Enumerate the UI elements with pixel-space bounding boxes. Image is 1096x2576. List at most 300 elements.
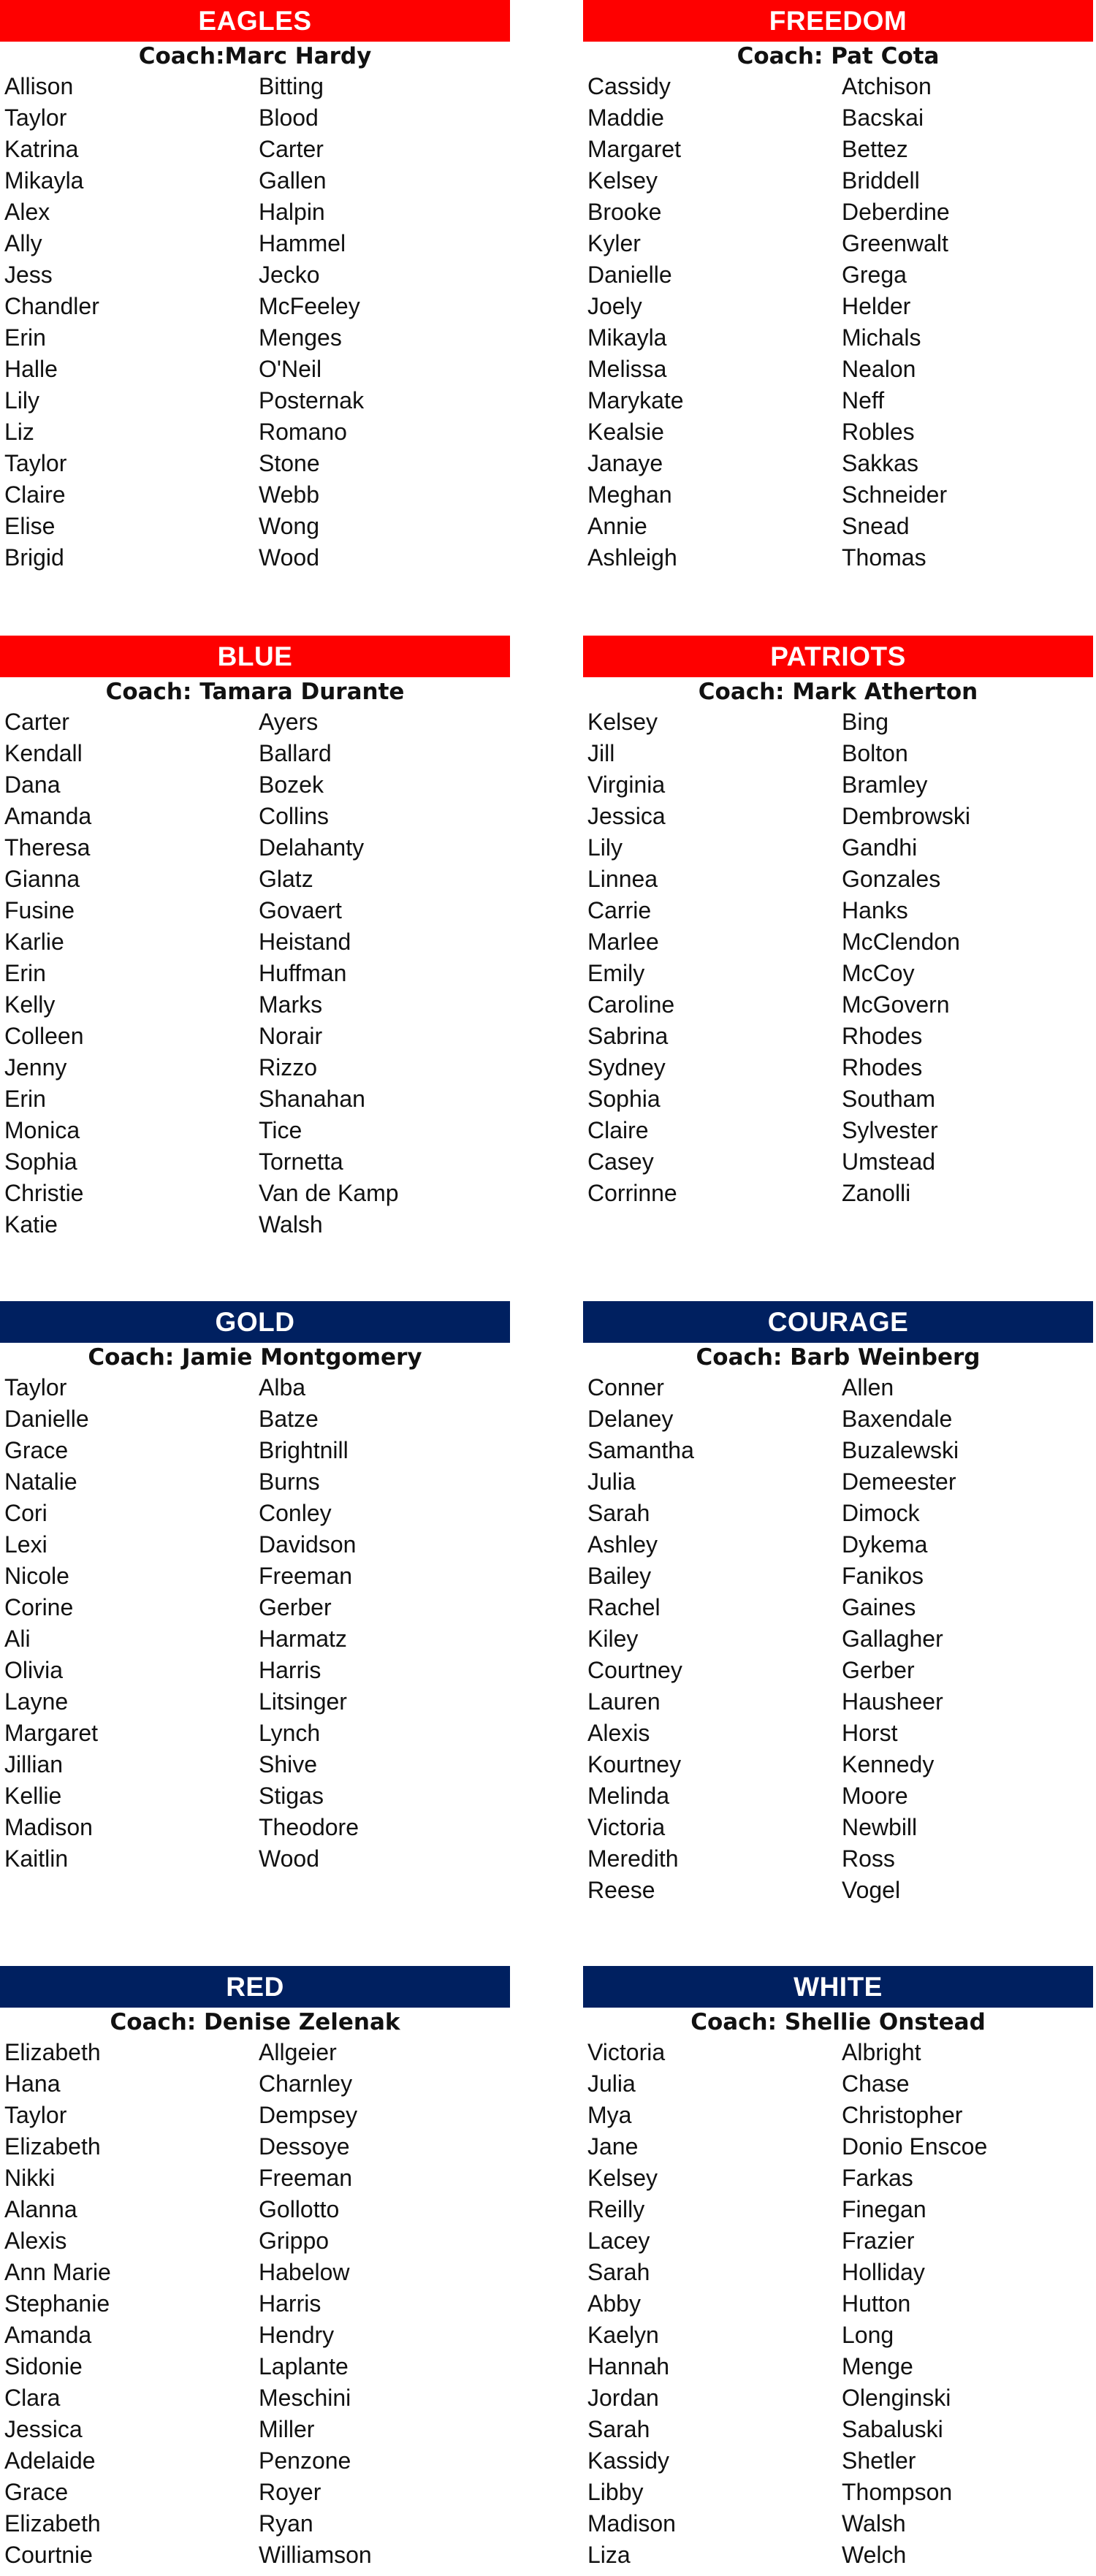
player-row xyxy=(583,1686,1093,1718)
player-first-name: Emily xyxy=(587,960,645,986)
player-row xyxy=(583,2288,1093,2320)
player-last-name: Posternak xyxy=(259,387,365,414)
player-row xyxy=(583,2445,1093,2477)
player-last-name: Bramley xyxy=(842,771,928,798)
player-last-name: Sakkas xyxy=(842,450,918,476)
player-last-name: O'Neil xyxy=(259,356,322,382)
player-last-name: Habelow xyxy=(259,2259,350,2285)
player-row xyxy=(583,989,1093,1021)
player-row xyxy=(0,2257,510,2288)
player-row xyxy=(0,542,510,573)
roster-list xyxy=(583,71,1093,573)
player-row xyxy=(583,1372,1093,1403)
player-row xyxy=(583,1623,1093,1655)
player-row xyxy=(583,2508,1093,2539)
player-row xyxy=(0,479,510,511)
player-last-name: Vogel xyxy=(842,1877,901,1903)
roster-list xyxy=(0,2037,510,2571)
player-first-name: Erin xyxy=(4,960,46,986)
player-row xyxy=(583,1498,1093,1529)
player-first-name: Claire xyxy=(4,481,66,508)
player-first-name: Liz xyxy=(4,419,34,445)
player-first-name: Ali xyxy=(4,1626,31,1652)
player-row xyxy=(583,1052,1093,1083)
player-last-name: Gaines xyxy=(842,1594,916,1620)
player-last-name: Demeester xyxy=(842,1468,956,1495)
player-first-name: Libby xyxy=(587,2479,644,2505)
player-first-name: Jessica xyxy=(587,803,666,829)
player-last-name: Shanahan xyxy=(259,1086,365,1112)
player-row xyxy=(583,1749,1093,1780)
player-row xyxy=(0,1498,510,1529)
player-row xyxy=(0,832,510,864)
player-last-name: Zanolli xyxy=(842,1180,911,1206)
player-last-name: Rhodes xyxy=(842,1023,923,1049)
player-first-name: Kelsey xyxy=(587,167,658,194)
player-first-name: Dana xyxy=(4,771,61,798)
player-last-name: Glatz xyxy=(259,866,313,892)
player-row xyxy=(0,2477,510,2508)
player-last-name: Shetler xyxy=(842,2447,916,2474)
player-last-name: Hausheer xyxy=(842,1688,943,1715)
player-first-name: Delaney xyxy=(587,1406,674,1432)
player-row xyxy=(0,1655,510,1686)
roster-list xyxy=(583,2037,1093,2571)
player-row xyxy=(0,2414,510,2445)
player-last-name: Stigas xyxy=(259,1783,324,1809)
player-last-name: Bozek xyxy=(259,771,324,798)
player-row xyxy=(0,2382,510,2414)
player-row xyxy=(583,228,1093,259)
player-first-name: Virginia xyxy=(587,771,666,798)
player-first-name: Ally xyxy=(4,230,42,256)
player-row xyxy=(0,2100,510,2131)
player-row xyxy=(583,801,1093,832)
player-last-name: Thompson xyxy=(842,2479,953,2505)
player-first-name: Halle xyxy=(4,356,58,382)
player-first-name: Taylor xyxy=(4,2102,67,2128)
player-first-name: Ann Marie xyxy=(4,2259,111,2285)
player-last-name: Romano xyxy=(259,419,347,445)
team-gold xyxy=(0,1301,510,1875)
player-last-name: Bitting xyxy=(259,73,324,99)
player-first-name: Meghan xyxy=(587,481,672,508)
player-last-name: Gandhi xyxy=(842,834,918,861)
player-first-name: Karlie xyxy=(4,929,64,955)
player-last-name: Farkas xyxy=(842,2165,913,2191)
player-last-name: Dembrowski xyxy=(842,803,971,829)
player-last-name: Litsinger xyxy=(259,1688,347,1715)
player-row xyxy=(583,511,1093,542)
player-first-name: Jess xyxy=(4,262,53,288)
player-row xyxy=(583,291,1093,322)
player-last-name: Tornetta xyxy=(259,1148,343,1175)
player-first-name: Nicole xyxy=(4,1563,69,1589)
player-last-name: Dimock xyxy=(842,1500,920,1526)
player-row xyxy=(0,1083,510,1115)
player-last-name: Gonzales xyxy=(842,866,941,892)
player-last-name: Gerber xyxy=(842,1657,915,1683)
roster-list xyxy=(583,1372,1093,1906)
player-row xyxy=(583,1146,1093,1178)
team-name-banner: WHITE xyxy=(583,1966,1093,2008)
player-first-name: Taylor xyxy=(4,450,67,476)
team-name-banner: COURAGE xyxy=(583,1301,1093,1343)
player-first-name: Fusine xyxy=(4,897,75,923)
player-last-name: Hammel xyxy=(259,230,346,256)
player-row xyxy=(0,1843,510,1875)
player-first-name: Jillian xyxy=(4,1751,64,1777)
player-row xyxy=(0,102,510,134)
player-last-name: Newbill xyxy=(842,1814,918,1840)
player-first-name: Sydney xyxy=(587,1054,666,1081)
player-last-name: Ballard xyxy=(259,740,332,766)
player-last-name: Williamson xyxy=(259,2542,372,2568)
player-last-name: Ayers xyxy=(259,709,319,735)
player-first-name: Cori xyxy=(4,1500,47,1526)
player-first-name: Christie xyxy=(4,1180,84,1206)
player-first-name: Alex xyxy=(4,199,50,225)
player-row xyxy=(0,1623,510,1655)
player-first-name: Katie xyxy=(4,1211,58,1238)
player-last-name: Ross xyxy=(842,1845,895,1872)
coach-name: Coach: Mark Atherton xyxy=(698,679,978,705)
team-name-banner: RED xyxy=(0,1966,510,2008)
team-name-banner: PATRIOTS xyxy=(583,636,1093,677)
player-row xyxy=(0,2351,510,2382)
player-last-name: Christopher xyxy=(842,2102,963,2128)
player-last-name: Menges xyxy=(259,324,342,351)
player-row xyxy=(0,2320,510,2351)
player-row xyxy=(0,71,510,102)
player-first-name: Janaye xyxy=(587,450,663,476)
player-last-name: Kennedy xyxy=(842,1751,935,1777)
player-first-name: Hannah xyxy=(587,2353,670,2379)
player-row xyxy=(0,989,510,1021)
player-first-name: Elizabeth xyxy=(4,2133,101,2160)
player-first-name: Meredith xyxy=(587,1845,679,1872)
player-row xyxy=(583,385,1093,416)
player-last-name: Moore xyxy=(842,1783,908,1809)
player-first-name: Julia xyxy=(587,1468,636,1495)
player-last-name: Wong xyxy=(259,513,320,539)
player-first-name: Abby xyxy=(587,2290,641,2317)
player-first-name: Alanna xyxy=(4,2196,77,2222)
player-row xyxy=(0,1403,510,1435)
player-row xyxy=(583,769,1093,801)
player-first-name: Linnea xyxy=(587,866,658,892)
player-row xyxy=(0,1466,510,1498)
team-name-banner: GOLD xyxy=(0,1301,510,1343)
player-first-name: Stephanie xyxy=(4,2290,110,2317)
player-last-name: Tice xyxy=(259,1117,302,1143)
player-first-name: Jordan xyxy=(587,2385,659,2411)
player-last-name: Penzone xyxy=(259,2447,351,2474)
player-row xyxy=(583,2477,1093,2508)
player-row xyxy=(0,1780,510,1812)
player-last-name: Allgeier xyxy=(259,2039,337,2065)
player-row xyxy=(0,1146,510,1178)
player-last-name: Meschini xyxy=(259,2385,351,2411)
player-last-name: Miller xyxy=(259,2416,315,2442)
player-row xyxy=(583,864,1093,895)
player-first-name: Brigid xyxy=(4,544,64,571)
roster-list xyxy=(0,706,510,1241)
player-last-name: Rhodes xyxy=(842,1054,923,1081)
player-last-name: Thomas xyxy=(842,544,926,571)
player-last-name: Harris xyxy=(259,1657,321,1683)
player-first-name: Mikayla xyxy=(587,324,667,351)
player-last-name: Webb xyxy=(259,481,320,508)
player-row xyxy=(583,1718,1093,1749)
player-first-name: Kendall xyxy=(4,740,83,766)
team-freedom xyxy=(583,0,1093,573)
player-last-name: Walsh xyxy=(842,2510,906,2537)
player-last-name: Welch xyxy=(842,2542,907,2568)
player-row xyxy=(583,2414,1093,2445)
player-last-name: Bacskai xyxy=(842,104,924,131)
player-last-name: Long xyxy=(842,2322,894,2348)
player-last-name: Dempsey xyxy=(259,2102,358,2128)
player-first-name: Melinda xyxy=(587,1783,670,1809)
player-row xyxy=(0,2037,510,2068)
player-last-name: Schneider xyxy=(842,481,948,508)
player-first-name: Jill xyxy=(587,740,615,766)
player-first-name: Maddie xyxy=(587,104,664,131)
player-first-name: Grace xyxy=(4,1437,69,1463)
player-row xyxy=(0,354,510,385)
player-last-name: Huffman xyxy=(259,960,347,986)
player-first-name: Cassidy xyxy=(587,73,671,99)
player-row xyxy=(583,1403,1093,1435)
player-row xyxy=(583,1875,1093,1906)
player-first-name: Rachel xyxy=(587,1594,661,1620)
team-white xyxy=(583,1966,1093,2571)
player-row xyxy=(0,769,510,801)
player-first-name: Kelsey xyxy=(587,709,658,735)
player-row xyxy=(583,738,1093,769)
player-last-name: Davidson xyxy=(259,1531,357,1558)
player-row xyxy=(583,2068,1093,2100)
player-last-name: Frazier xyxy=(842,2228,915,2254)
player-first-name: Kaelyn xyxy=(587,2322,659,2348)
player-last-name: Harris xyxy=(259,2290,321,2317)
player-last-name: Wood xyxy=(259,1845,320,1872)
player-first-name: Lexi xyxy=(4,1531,47,1558)
player-row xyxy=(0,1749,510,1780)
player-last-name: Rizzo xyxy=(259,1054,318,1081)
player-last-name: Grega xyxy=(842,262,907,288)
player-last-name: Umstead xyxy=(842,1148,936,1175)
player-row xyxy=(583,71,1093,102)
player-last-name: Nealon xyxy=(842,356,916,382)
player-first-name: Theresa xyxy=(4,834,91,861)
player-first-name: Ashleigh xyxy=(587,544,677,571)
player-first-name: Kaitlin xyxy=(4,1845,69,1872)
player-first-name: Grace xyxy=(4,2479,69,2505)
player-row xyxy=(0,1178,510,1209)
player-first-name: Monica xyxy=(4,1117,80,1143)
player-row xyxy=(0,1052,510,1083)
player-first-name: Sarah xyxy=(587,1500,650,1526)
player-last-name: Conley xyxy=(259,1500,332,1526)
player-row xyxy=(583,958,1093,989)
player-first-name: Madison xyxy=(587,2510,676,2537)
player-row xyxy=(583,926,1093,958)
player-first-name: Chandler xyxy=(4,293,99,319)
player-first-name: Mikayla xyxy=(4,167,84,194)
player-row xyxy=(583,1466,1093,1498)
player-last-name: Deberdine xyxy=(842,199,950,225)
player-first-name: Colleen xyxy=(4,1023,84,1049)
player-first-name: Corine xyxy=(4,1594,74,1620)
player-last-name: Dessoye xyxy=(259,2133,350,2160)
player-row xyxy=(583,102,1093,134)
team-red xyxy=(0,1966,510,2571)
player-first-name: Melissa xyxy=(587,356,667,382)
player-row xyxy=(0,2068,510,2100)
player-row xyxy=(583,895,1093,926)
player-first-name: Courtnie xyxy=(4,2542,93,2568)
player-row xyxy=(583,479,1093,511)
player-first-name: Lily xyxy=(4,387,40,414)
player-first-name: Conner xyxy=(587,1374,664,1401)
player-last-name: Michals xyxy=(842,324,921,351)
player-last-name: Gerber xyxy=(259,1594,332,1620)
player-first-name: Caroline xyxy=(587,991,675,1018)
player-row xyxy=(583,1178,1093,1209)
player-first-name: Margaret xyxy=(4,1720,99,1746)
player-first-name: Reilly xyxy=(587,2196,645,2222)
player-first-name: Jenny xyxy=(4,1054,67,1081)
player-row xyxy=(0,1209,510,1241)
player-last-name: Collins xyxy=(259,803,330,829)
player-row xyxy=(583,706,1093,738)
player-row xyxy=(583,322,1093,354)
player-row xyxy=(0,1435,510,1466)
player-row xyxy=(583,448,1093,479)
coach-name: Coach: Tamara Durante xyxy=(105,679,405,705)
player-row xyxy=(583,1812,1093,1843)
player-first-name: Madison xyxy=(4,1814,93,1840)
roster-list xyxy=(583,706,1093,1209)
player-last-name: Halpin xyxy=(259,199,325,225)
player-first-name: Annie xyxy=(587,513,647,539)
player-last-name: Chase xyxy=(842,2070,910,2097)
player-first-name: Amanda xyxy=(4,803,92,829)
player-last-name: Buzalewski xyxy=(842,1437,959,1463)
player-row xyxy=(0,1592,510,1623)
player-first-name: Gianna xyxy=(4,866,80,892)
player-last-name: Albright xyxy=(842,2039,921,2065)
player-last-name: Shive xyxy=(259,1751,318,1777)
player-last-name: McCoy xyxy=(842,960,915,986)
player-last-name: Jecko xyxy=(259,262,320,288)
player-row xyxy=(0,322,510,354)
player-row xyxy=(583,416,1093,448)
player-first-name: Natalie xyxy=(4,1468,77,1495)
player-row xyxy=(0,958,510,989)
roster-list xyxy=(0,71,510,573)
player-last-name: Baxendale xyxy=(842,1406,953,1432)
player-last-name: Alba xyxy=(259,1374,306,1401)
player-row xyxy=(0,864,510,895)
player-first-name: Marykate xyxy=(587,387,684,414)
player-last-name: Briddell xyxy=(842,167,920,194)
player-first-name: Carter xyxy=(4,709,69,735)
player-last-name: Walsh xyxy=(259,1211,323,1238)
player-row xyxy=(0,2194,510,2225)
player-first-name: Claire xyxy=(587,1117,649,1143)
player-row xyxy=(583,2351,1093,2382)
player-last-name: Bing xyxy=(842,709,889,735)
player-last-name: Marks xyxy=(259,991,323,1018)
player-first-name: Mya xyxy=(587,2102,632,2128)
roster-list xyxy=(0,1372,510,1875)
player-row xyxy=(0,416,510,448)
player-first-name: Sabrina xyxy=(587,1023,669,1049)
player-last-name: Govaert xyxy=(259,897,342,923)
player-last-name: Van de Kamp xyxy=(259,1180,399,1206)
player-first-name: Kelsey xyxy=(587,2165,658,2191)
player-first-name: Marlee xyxy=(587,929,659,955)
player-last-name: McGovern xyxy=(842,991,950,1018)
player-row xyxy=(0,2225,510,2257)
player-first-name: Julia xyxy=(587,2070,636,2097)
team-name-banner: BLUE xyxy=(0,636,510,677)
player-first-name: Courtney xyxy=(587,1657,682,1683)
player-row xyxy=(0,165,510,197)
player-last-name: Blood xyxy=(259,104,319,131)
coach-name: Coach: Barb Weinberg xyxy=(696,1344,981,1371)
player-last-name: Greenwalt xyxy=(842,230,948,256)
player-first-name: Erin xyxy=(4,324,46,351)
player-first-name: Kourtney xyxy=(587,1751,682,1777)
player-row xyxy=(583,2320,1093,2351)
player-first-name: Adelaide xyxy=(4,2447,96,2474)
player-last-name: Heistand xyxy=(259,929,351,955)
player-first-name: Elise xyxy=(4,513,56,539)
player-first-name: Layne xyxy=(4,1688,69,1715)
player-first-name: Bailey xyxy=(587,1563,652,1589)
player-row xyxy=(0,801,510,832)
player-row xyxy=(583,134,1093,165)
player-row xyxy=(0,1686,510,1718)
player-last-name: Charnley xyxy=(259,2070,353,2097)
player-last-name: Freeman xyxy=(259,1563,353,1589)
player-first-name: Allison xyxy=(4,73,74,99)
player-last-name: Brightnill xyxy=(259,1437,349,1463)
player-last-name: Batze xyxy=(259,1406,319,1432)
player-row xyxy=(0,1718,510,1749)
player-row xyxy=(583,2257,1093,2288)
player-first-name: Joely xyxy=(587,293,642,319)
player-row xyxy=(583,1592,1093,1623)
player-row xyxy=(0,385,510,416)
player-first-name: Hana xyxy=(4,2070,61,2097)
player-row xyxy=(583,2194,1093,2225)
player-row xyxy=(583,2037,1093,2068)
player-first-name: Victoria xyxy=(587,2039,666,2065)
player-row xyxy=(0,738,510,769)
player-last-name: Gollotto xyxy=(259,2196,340,2222)
player-last-name: Olenginski xyxy=(842,2385,951,2411)
player-first-name: Amanda xyxy=(4,2322,92,2348)
player-first-name: Samantha xyxy=(587,1437,694,1463)
coach-name: Coach:Marc Hardy xyxy=(138,43,372,69)
player-first-name: Kiley xyxy=(587,1626,639,1652)
player-row xyxy=(583,2131,1093,2162)
